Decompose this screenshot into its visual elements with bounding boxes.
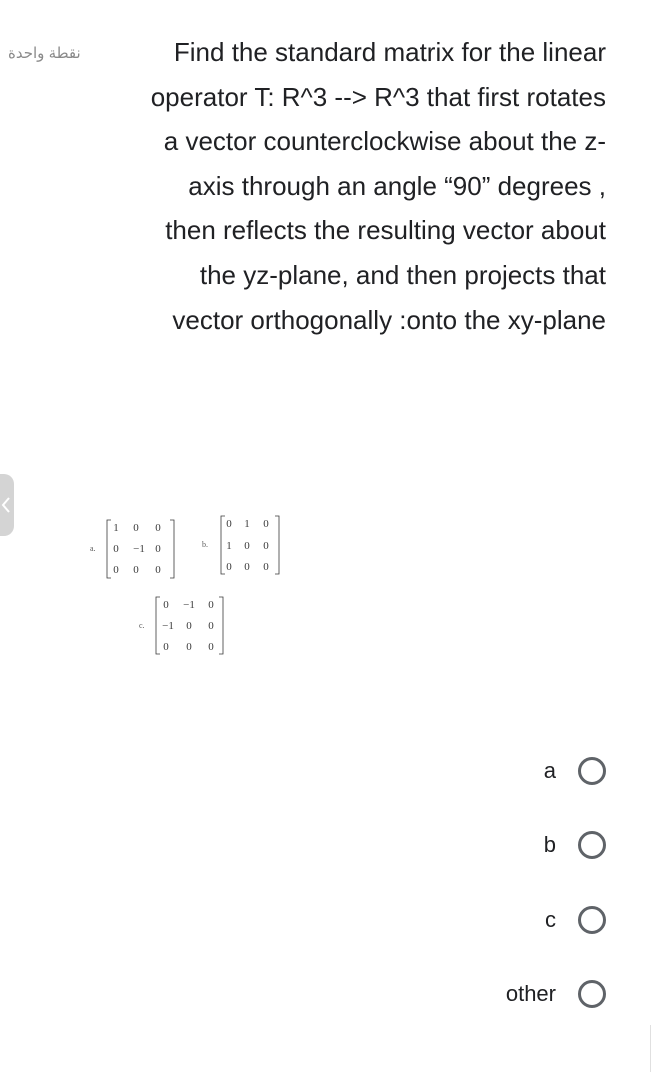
matrix-b-cell: 0 <box>263 518 269 530</box>
option-label: a <box>543 758 556 783</box>
option-label: other <box>505 981 556 1006</box>
radio-button[interactable] <box>578 831 606 859</box>
matrix-a-cell: 1 <box>113 522 119 534</box>
matrix-a <box>90 520 174 578</box>
matrix-a-cell: 0 <box>155 564 161 576</box>
matrix-b-cell: 1 <box>226 540 232 552</box>
matrix-c-cell: 0 <box>208 620 214 632</box>
matrix-c <box>139 597 223 654</box>
matrix-a-cell: −1 <box>133 543 145 555</box>
matrix-a-cell: 0 <box>133 564 139 576</box>
matrix-a-label: a. <box>90 544 96 553</box>
option-b[interactable] <box>544 827 606 863</box>
matrix-c-cell: 0 <box>163 641 169 653</box>
matrix-a-cell: 0 <box>155 543 161 555</box>
matrix-b-cell: 0 <box>244 540 250 552</box>
question-text: Find the standard matrix for the linear operator T: R^3 --> R^3 that first rotates a vector counterclockwise about the z-axis through an angle “90” degrees , then reflects the resulting vector about the yz-plane, and then projects that vector orthogonally :onto the xy-plane <box>150 37 606 335</box>
option-c[interactable] <box>545 902 606 938</box>
matrix-b <box>202 516 279 574</box>
matrix-c-cell: 0 <box>186 641 192 653</box>
matrix-c-cell: 0 <box>163 599 169 611</box>
matrix-a-cell: 0 <box>133 522 139 534</box>
matrix-c-cell: 0 <box>208 599 214 611</box>
matrix-c-label: c. <box>139 621 145 630</box>
matrix-b-right-bracket <box>275 516 279 574</box>
matrix-b-cell: 0 <box>244 561 250 573</box>
matrix-c-right-bracket <box>219 597 223 654</box>
matrix-b-cell: 0 <box>263 561 269 573</box>
option-label: b <box>543 832 556 857</box>
option-a[interactable] <box>544 753 606 789</box>
points-label: نقطة واحدة <box>8 45 81 62</box>
matrix-c-cell: −1 <box>183 599 195 611</box>
matrix-c-cell: 0 <box>208 641 214 653</box>
matrix-c-cell: −1 <box>162 620 174 632</box>
matrix-b-label: b. <box>202 540 208 549</box>
matrix-c-left-bracket <box>156 597 160 654</box>
matrix-b-cell: 0 <box>263 540 269 552</box>
option-label: c <box>545 907 556 932</box>
matrix-b-left-bracket <box>221 516 225 574</box>
matrix-b-cell: 0 <box>226 518 232 530</box>
matrix-b-cell: 0 <box>226 561 232 573</box>
matrix-a-cell: 0 <box>113 564 119 576</box>
option-other[interactable] <box>506 976 606 1012</box>
radio-button[interactable] <box>578 980 606 1008</box>
matrix-b-cell: 1 <box>244 518 250 530</box>
radio-button[interactable] <box>578 906 606 934</box>
radio-button[interactable] <box>578 757 606 785</box>
matrix-a-left-bracket <box>107 520 111 578</box>
matrix-a-cell: 0 <box>113 543 119 555</box>
matrix-a-cell: 0 <box>155 522 161 534</box>
matrix-c-cell: 0 <box>186 620 192 632</box>
matrix-a-right-bracket <box>170 520 174 578</box>
